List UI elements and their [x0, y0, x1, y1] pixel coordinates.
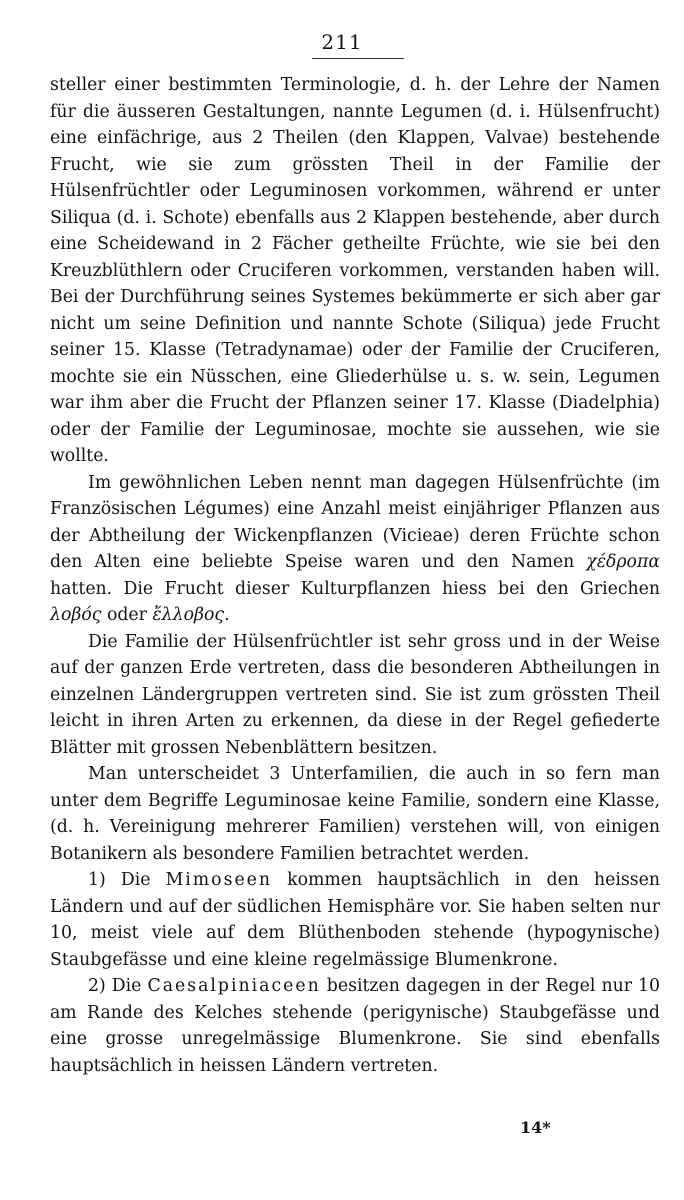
paragraph-2	[50, 470, 660, 629]
subfamily-caesalpiniaceen: Caesalpiniaceen	[147, 976, 321, 996]
paragraph-4: Man unterscheidet 3 Unterfamilien, die auch in so fern man unter dem Begriffe Leguminosae keine Familie, sondern eine Klasse, (d. h. Vereinigung mehrerer Familien) verstehen will, von einigen Botanikern als besondere Familien betrachtet werden.	[50, 764, 660, 864]
paragraph-1: steller einer bestimmten Terminologie, d. h. der Lehre der Namen für die äusseren Gestaltungen, nannte Legumen (d. i. Hülsenfrucht) eine einfächrige, aus 2 Theilen (den Klappen, Valvae) bestehende Frucht, wie sie zum grössten Theil in der Familie der Hülsenfrüchtler oder Leguminosen vorkommen, während er unter Siliqua (d. i. Schote) ebenfalls aus 2 Klappen bestehende, aber durch eine Scheidewand in 2 Fächer getheilte Früchte, wie sie bei den Kreuzblüthlern oder Cruciferen vorkommen, verstanden haben will. Bei der Durchführung seines Systemes bekümmerte er sich aber gar nicht um seine Definition und nannte Schote (Siliqua) jede Frucht seiner 15. Klasse (Tetradynamae) oder der Familie der Cruciferen, mochte sie ein Nüsschen, eine Gliederhülse u. s. w. sein, Legumen war ihm aber die Frucht der Pflanzen seiner 17. Klasse (Diadelphia) oder der Familie der Leguminosae, mochte sie aussehen, wie sie wollte.	[50, 75, 660, 466]
paragraph-2-text-b: hatten. Die Frucht dieser Kulturpflanzen hiess bei den Griechen	[50, 578, 660, 599]
subfamily-mimoseen: Mimoseen	[165, 870, 273, 890]
paragraph-6-text: besitzen dagegen in der Regel nur 10 am Rande des Kelches stehende (perigynische) Staubgefässe und eine grosse unregelmässige Blumenkrone. Sie sind ebenfalls hauptsächlich in heissen Ländern vertreten.	[50, 976, 661, 1076]
body-text	[50, 72, 660, 1079]
page-number-rule	[312, 58, 404, 59]
paragraph-5-text: kommen hauptsächlich in den heissen Ländern und auf der südlichen Hemisphäre vor. Sie haben selten nur 10, meist viele auf dem Blüthenboden stehende (hypogynische) Staubgefässe und eine kleine regelmässige Blumenkrone.	[50, 870, 661, 970]
paragraph-6	[50, 973, 660, 1079]
paragraph-3: Die Familie der Hülsenfrüchtler ist sehr gross und in der Weise auf der ganzen Erde vertreten, dass die besonderen Abtheilungen in einzelnen Ländergruppen vertreten sind. Sie ist zum grössten Theil leicht in ihren Arten zu erkennen, da diese in der Regel gefiederte Blätter mit grossen Nebenblättern besitzen.	[50, 631, 660, 758]
paragraph-2-text-a: Im gewöhnlichen Leben nennt man dagegen Hülsenfrüchte (im Französischen Légumes) eine Anzahl meist einjähriger Pflanzen aus der Abtheilung der Wickenpflanzen (Vicieae) deren Früchte schon den Alten eine beliebte Speise waren und den Namen	[50, 472, 660, 572]
paragraph-6-number: 2) Die	[88, 976, 142, 996]
paragraph-5-number: 1) Die	[88, 870, 151, 890]
paragraph-5	[50, 867, 660, 973]
paragraph-2-text-c: oder	[106, 605, 147, 625]
greek-term-lobos: λοβός	[50, 605, 102, 625]
page-number: 211	[321, 30, 363, 54]
paragraph-2-text-d: .	[224, 605, 230, 625]
greek-term-ellobos: ἔλλοβος	[152, 605, 225, 625]
printer-signature-mark: 14*	[520, 1118, 551, 1137]
greek-term-chedropa: χέδροπα	[586, 552, 660, 572]
